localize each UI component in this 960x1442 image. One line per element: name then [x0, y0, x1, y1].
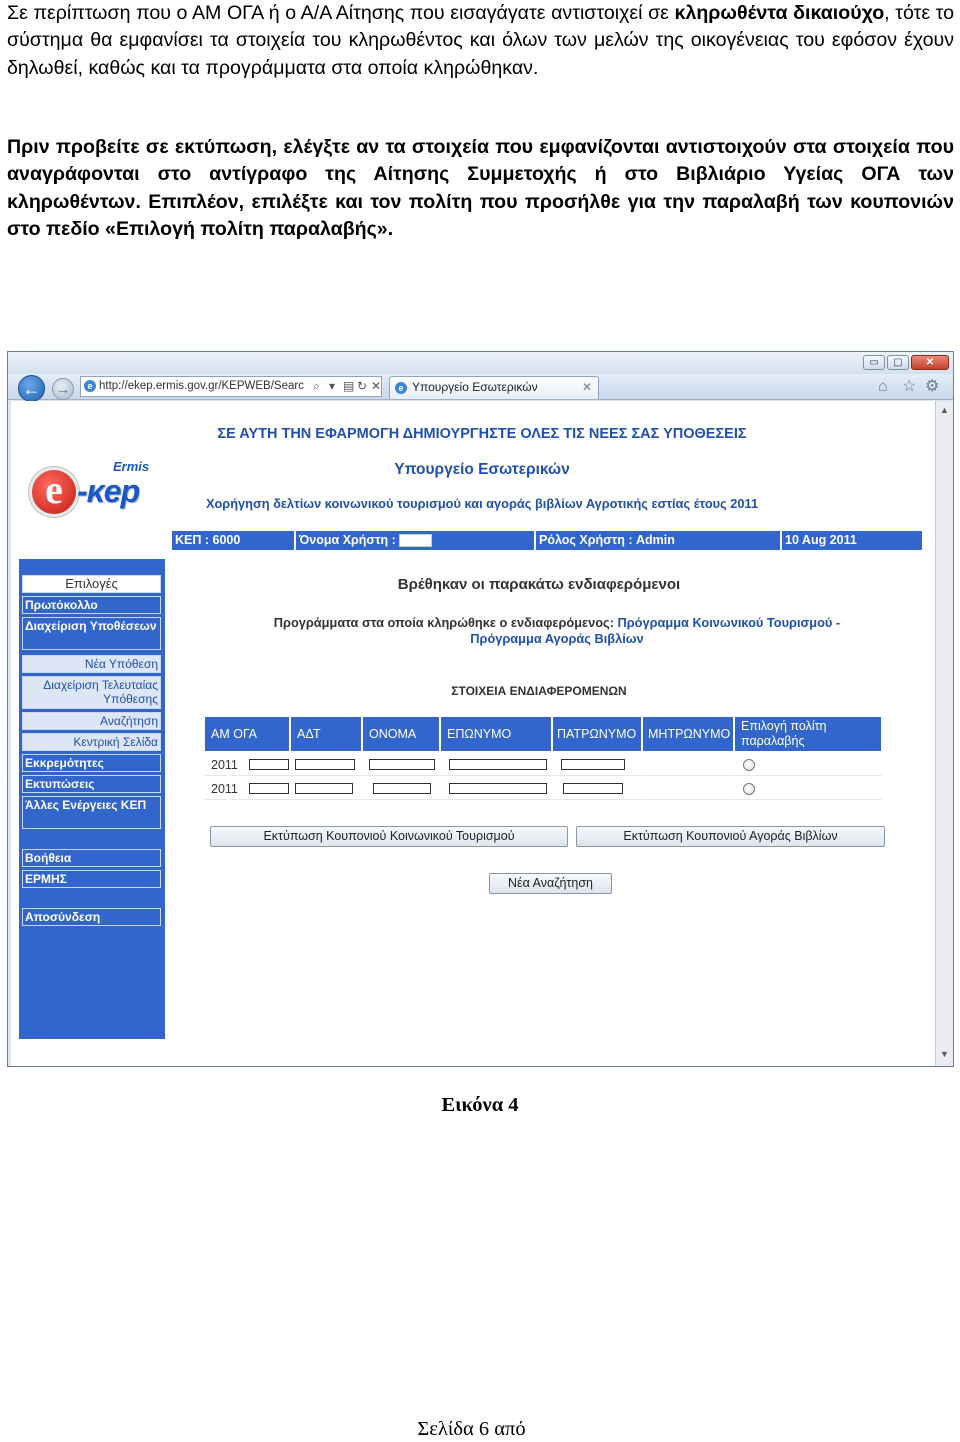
intro-text-end: , τότε το σύστημα θα εμφανίσει τα στοιχεία του κληρωθέντος και όλων των μελών της οικογένειας του εφόσον έχουν δηλωθεί, καθώς και τα προγράμματα στα οποία κληρώθηκαν. — [7, 2, 955, 79]
settings-gear-icon[interactable]: ⚙ — [925, 378, 940, 395]
redacted-box — [373, 783, 431, 794]
recipient-cell — [735, 755, 883, 776]
home-icon[interactable]: ⌂ — [878, 378, 888, 395]
tab-page-icon: e — [395, 382, 407, 394]
sidebar-menu — [19, 559, 165, 1039]
mothername-cell — [643, 779, 735, 800]
fathername-cell — [553, 755, 643, 776]
maximize-button[interactable]: ▢ — [887, 355, 909, 370]
sidebar-item-manage-last-case[interactable]: Διαχείριση Τελευταίας Υπόθεσης — [22, 676, 161, 709]
user-info-bar — [172, 531, 922, 550]
surname-cell — [441, 755, 553, 776]
surname-cell — [441, 779, 553, 800]
dropdown-icon[interactable]: ▾ — [329, 379, 336, 393]
sidebar-options-header: Επιλογές — [22, 575, 161, 593]
redacted-box — [295, 759, 355, 770]
sidebar-item-other-actions[interactable]: Άλλες Ενέργειες ΚΕΠ — [22, 796, 161, 829]
ministry-title: Υπουργείο Εσωτερικών — [394, 461, 570, 478]
program-tourism: Πρόγραμμα Κοινωνικού Τουρισμού - — [617, 615, 841, 630]
new-search-button[interactable]: Νέα Αναζήτηση — [489, 873, 612, 894]
refresh-icon[interactable]: ↻ — [357, 379, 368, 393]
vertical-scrollbar[interactable] — [935, 401, 953, 1066]
user-role: Ρόλος Χρήστη : Admin — [534, 531, 675, 550]
sidebar-item-case-management[interactable]: Διαχείριση Υποθέσεων — [22, 617, 161, 650]
instruction-paragraph: Πριν προβείτε σε εκτύπωση, ελέγξτε αν τα στοιχεία που εμφανίζονται αντιστοιχούν στα στοιχεία που αναγράφονται στο αντίγραφο της Αίτησης Συμμετοχής ή στο Βιβλιάριο Υγείας ΟΓΑ των κληρωθέντων. Επιπλέον, επιλέξτε και τον πολίτη που προσήλθε για την παραλαβή των κουπονιών στο πεδίο «Επιλογή πολίτη παραλαβής». — [7, 136, 954, 241]
column-header: ΜΗΤΡΩΝΥΜΟ — [643, 717, 735, 751]
sidebar-item-search[interactable]: Αναζήτηση — [22, 712, 161, 730]
close-window-button[interactable]: ✕ — [911, 355, 949, 370]
scroll-up-icon[interactable]: ▲ — [940, 405, 949, 415]
redacted-box — [449, 759, 547, 770]
sidebar-item-pending[interactable]: Εκκρεμότητες — [22, 754, 161, 772]
column-header: ΑΔΤ — [291, 717, 363, 751]
tab-title: Υπουργείο Εσωτερικών — [412, 380, 538, 394]
sidebar-item-help[interactable]: Βοήθεια — [22, 849, 161, 867]
address-url: http://ekep.ermis.gov.gr/KEPWEB/Searc — [99, 380, 304, 392]
redacted-box — [563, 783, 623, 794]
logo-ermis-text: Ermis — [113, 459, 150, 474]
am-oga-cell — [205, 779, 291, 800]
column-header-recipient: Επιλογή πολίτη παραλαβής — [735, 717, 883, 751]
adt-cell — [291, 779, 363, 800]
sidebar-item-ermis[interactable]: ΕΡΜΗΣ — [22, 870, 161, 888]
fathername-cell — [553, 779, 643, 800]
username-redacted — [399, 534, 432, 547]
redacted-box — [249, 759, 289, 770]
am-oga-value: 2011 — [211, 782, 238, 796]
mothername-cell — [643, 755, 735, 776]
column-header: ΟΝΟΜΑ — [363, 717, 441, 751]
section-heading: ΣΤΟΙΧΕΙΑ ΕΝΔΙΑΦΕΡΟΜΕΝΩΝ — [451, 684, 627, 698]
scroll-down-icon[interactable]: ▼ — [940, 1049, 949, 1059]
adt-cell — [291, 755, 363, 776]
search-icon[interactable]: ⌕ — [313, 379, 320, 393]
app-banner-line: ΣΕ ΑΥΤΗ ΤΗΝ ΕΦΑΡΜΟΓΗ ΔΗΜΙΟΥΡΓΗΣΤΕ ΟΛΕΣ ΤΙΣ ΝΕΕΣ ΣΑΣ ΥΠΟΘΕΣΕΙΣ — [217, 426, 747, 442]
redacted-box — [295, 783, 353, 794]
sidebar-item-home[interactable]: Κεντρική Σελίδα — [22, 733, 161, 751]
print-tourism-coupon-button[interactable]: Εκτύπωση Κουπονιού Κοινωνικού Τουρισμού — [210, 826, 568, 847]
back-arrow-icon[interactable]: ← — [18, 375, 45, 402]
intro-text-bold: κληρωθέντα δικαιούχο — [674, 2, 885, 24]
results-heading: Βρέθηκαν οι παρακάτω ενδιαφερόμενοι — [397, 576, 681, 593]
sidebar-item-new-case[interactable]: Νέα Υπόθεση — [22, 655, 161, 673]
sidebar-item-logout[interactable]: Αποσύνδεση — [22, 908, 161, 926]
intro-paragraph — [7, 0, 954, 82]
compat-icon[interactable]: ▤ — [343, 379, 355, 393]
browser-navbar — [8, 374, 953, 400]
logo-kep-text: -κep — [77, 473, 140, 509]
column-header: ΠΑΤΡΩΝΥΜΟ — [553, 717, 643, 751]
programs-line — [237, 615, 877, 647]
sidebar-item-prints[interactable]: Εκτυπώσεις — [22, 775, 161, 793]
redacted-box — [249, 783, 289, 794]
favorites-star-icon[interactable]: ☆ — [902, 378, 917, 395]
page-viewport — [11, 401, 935, 1066]
recipient-radio[interactable] — [743, 783, 755, 795]
sidebar-item-protocol[interactable]: Πρωτόκολλο — [22, 596, 161, 614]
logo-e-circle: e — [29, 467, 79, 517]
window-titlebar — [8, 352, 953, 374]
name-cell — [363, 779, 441, 800]
browser-screenshot — [7, 351, 954, 1067]
recipient-radio[interactable] — [743, 759, 755, 771]
am-oga-cell — [205, 755, 291, 776]
forward-arrow-icon[interactable]: → — [52, 378, 74, 400]
table-row — [205, 779, 889, 800]
tab-close-icon[interactable]: ✕ — [581, 380, 592, 394]
redacted-box — [561, 759, 625, 770]
redacted-box — [369, 759, 435, 770]
username-label: Όνομα Χρήστη : — [299, 533, 396, 547]
current-date: 10 Aug 2011 — [780, 531, 857, 550]
tab-ministry[interactable] — [389, 376, 599, 399]
figure-caption: Εικόνα 4 — [441, 1094, 519, 1116]
program-title: Χορήγηση δελτίων κοινωνικού τουρισμού και αγοράς βιβλίων Αγροτικής εστίας έτους 2011 — [205, 496, 759, 511]
ie-page-icon: e — [84, 380, 96, 392]
page-footer: Σελίδα 6 από — [417, 1418, 526, 1440]
redacted-box — [449, 783, 547, 794]
kep-code: ΚΕΠ : 6000 — [175, 533, 241, 547]
print-books-coupon-button[interactable]: Εκτύπωση Κουπονιού Αγοράς Βιβλίων — [576, 826, 885, 847]
name-cell — [363, 755, 441, 776]
ekep-logo — [27, 459, 167, 521]
address-bar[interactable] — [80, 376, 382, 397]
am-oga-value: 2011 — [211, 758, 238, 772]
program-books: Πρόγραμμα Αγοράς Βιβλίων — [470, 631, 644, 646]
column-header: ΕΠΩΝΥΜΟ — [441, 717, 553, 751]
programs-label: Προγράμματα στα οποία κληρώθηκε ο ενδιαφερόμενος: — [273, 615, 618, 630]
username-field — [294, 531, 432, 550]
column-header: ΑΜ ΟΓΑ — [205, 717, 291, 751]
recipient-cell — [735, 779, 883, 800]
stop-icon[interactable]: ✕ — [371, 379, 382, 393]
table-row — [205, 755, 889, 776]
minimize-button[interactable]: ▭ — [863, 355, 885, 370]
intro-text-start: Σε περίπτωση που ο ΑΜ ΟΓΑ ή ο Α/Α Αίτησης που εισαγάγατε αντιστοιχεί σε — [7, 2, 675, 24]
